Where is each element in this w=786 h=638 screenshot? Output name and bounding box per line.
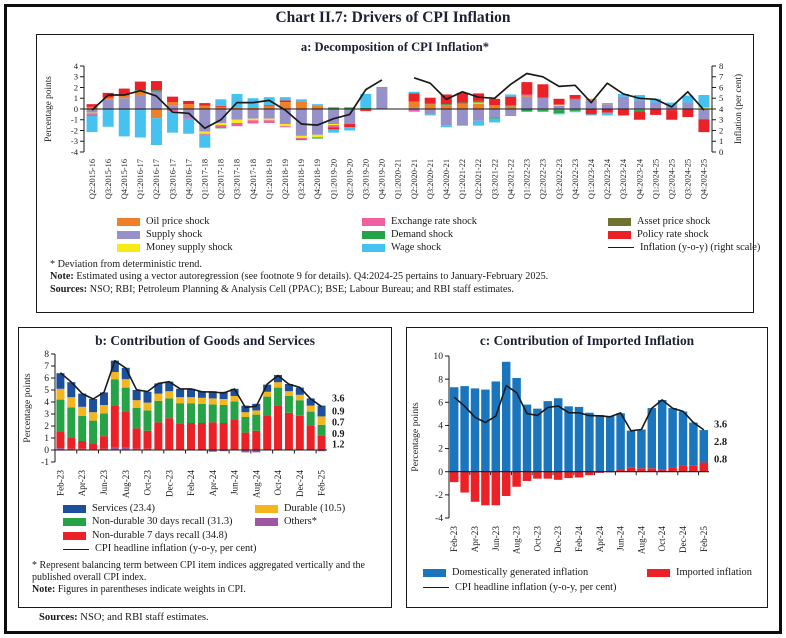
svg-text:0: 0 (73, 103, 78, 114)
footnote-line: * Deviation from deterministic trend. (50, 259, 202, 270)
panel-a-footnotes (37, 259, 753, 296)
svg-text:Q2:2018-19: Q2:2018-19 (281, 158, 291, 200)
footnote-line: Note: Estimated using a vector autoregression (see footnote 9 for details). Q4:2024-25 pertains to January-February 2025. (50, 271, 549, 283)
svg-text:Q3:2015-16: Q3:2015-16 (103, 159, 113, 200)
svg-text:Q3:2024-25: Q3:2024-25 (683, 159, 693, 200)
svg-text:Q4:2016-17: Q4:2016-17 (184, 159, 194, 200)
color-swatch (63, 518, 86, 526)
end-label: 1.2 (332, 439, 345, 451)
svg-text:Q4:2015-16: Q4:2015-16 (119, 159, 129, 200)
legend-item-others (255, 516, 391, 530)
svg-text:Q2:2020-21: Q2:2020-21 (409, 159, 419, 200)
panel-decomposition (36, 34, 761, 313)
footnote-line: Sources: NSO; RBI; Petroleum Planning & Analysis Cell (PPAC); BSE; Labour Bureau; and RBI staff estimates. (50, 283, 514, 295)
color-swatch (362, 244, 385, 252)
svg-text:Feb-25: Feb-25 (698, 526, 709, 553)
svg-text:Percentage points: Percentage points (410, 402, 421, 472)
legend-label: Others* (284, 516, 317, 528)
svg-text:Q1:2019-20: Q1:2019-20 (329, 159, 339, 200)
svg-text:-2: -2 (70, 125, 78, 136)
svg-text:1: 1 (73, 93, 78, 104)
color-swatch (117, 218, 140, 226)
svg-text:Inflation (per cent): Inflation (per cent) (734, 73, 744, 145)
svg-text:Aug-23: Aug-23 (120, 470, 131, 499)
svg-text:Q1:2022-23: Q1:2022-23 (522, 159, 532, 200)
end-label: 0.9 (332, 406, 345, 418)
svg-text:4: 4 (719, 103, 724, 114)
legend-item-services-23-4 (63, 502, 255, 516)
svg-text:Q1:2024-25: Q1:2024-25 (651, 159, 661, 200)
legend-item-exchange-rate-shock (362, 215, 608, 228)
end-label: 3.6 (714, 419, 728, 431)
svg-text:Apr-23: Apr-23 (470, 526, 481, 553)
legend-item-demand-shock (362, 228, 608, 241)
chart-c (410, 351, 727, 554)
line-swatch (608, 247, 634, 248)
svg-text:Aug-24: Aug-24 (251, 470, 262, 499)
svg-text:Oct-23: Oct-23 (142, 470, 153, 496)
svg-text:Feb-24: Feb-24 (186, 470, 197, 497)
svg-text:7: 7 (719, 71, 724, 82)
chart-b (22, 350, 345, 498)
end-label: 0.9 (332, 429, 345, 441)
end-label: 0.7 (332, 417, 345, 429)
legend-item-non-durable-30-days-recall-31-3 (63, 516, 255, 530)
legend-item-inflation-y-o-y-right-scale (608, 241, 760, 254)
svg-text:-4: -4 (435, 513, 443, 525)
svg-text:Q3:2020-21: Q3:2020-21 (425, 159, 435, 200)
line-swatch (63, 549, 89, 550)
svg-text:Percentage points: Percentage points (22, 373, 33, 443)
svg-text:Dec-23: Dec-23 (164, 470, 175, 498)
legend-item-domestically-generated-inflation (423, 566, 647, 581)
svg-text:Aug-24: Aug-24 (636, 526, 647, 555)
svg-text:Dec-24: Dec-24 (294, 470, 305, 498)
color-swatch (255, 505, 278, 513)
svg-text:Q2:2015-16: Q2:2015-16 (87, 159, 97, 200)
svg-text:Apr-24: Apr-24 (207, 470, 218, 497)
svg-text:Oct-24: Oct-24 (657, 526, 668, 552)
color-swatch (255, 518, 278, 526)
svg-text:Q4:2023-24: Q4:2023-24 (635, 159, 645, 200)
color-swatch (117, 244, 140, 252)
legend-label: Non-durable 30 days recall (31.3) (92, 516, 233, 528)
bars (87, 81, 710, 148)
bars (56, 361, 325, 453)
panel-c-legend (407, 566, 767, 595)
footnote-line: Sources: NSO; and RBI staff estimates. (39, 612, 209, 623)
svg-text:3: 3 (44, 409, 49, 421)
footnote-line: * Represent balancing term between CPI item indices aggregated vertically and the published overall CPI index. (32, 560, 365, 583)
svg-text:-1: -1 (70, 114, 78, 125)
svg-text:Q3:2016-17: Q3:2016-17 (168, 159, 178, 200)
svg-text:-1: -1 (41, 457, 49, 469)
svg-text:Q3:2019-20: Q3:2019-20 (361, 159, 371, 200)
legend-label: Wage shock (391, 241, 442, 253)
panel-goods-services (18, 327, 392, 608)
legend-label: Inflation (y-o-y) (right scale) (640, 241, 761, 253)
panel-a-title: a: Decomposition of CPI Inflation* (300, 40, 490, 54)
svg-text:Q4:2017-18: Q4:2017-18 (248, 159, 258, 200)
svg-text:6: 6 (44, 373, 49, 385)
legend-label: Imported inflation (676, 567, 752, 579)
line-swatch (423, 587, 449, 588)
svg-text:8: 8 (438, 374, 443, 386)
legend-item-money-supply-shock (117, 241, 362, 254)
panel-imported-inflation (406, 327, 768, 608)
svg-text:4: 4 (438, 420, 443, 432)
svg-text:-2: -2 (435, 490, 443, 502)
svg-text:Q4:2019-20: Q4:2019-20 (377, 159, 387, 200)
legend-item-imported-inflation (647, 566, 767, 581)
svg-text:Q1:2016-17: Q1:2016-17 (136, 159, 146, 200)
svg-text:4: 4 (44, 397, 49, 409)
svg-text:6: 6 (438, 397, 443, 409)
svg-text:Q2:2019-20: Q2:2019-20 (345, 159, 355, 200)
legend-item-supply-shock (117, 228, 362, 241)
svg-text:-3: -3 (70, 136, 78, 147)
svg-text:Q3:2022-23: Q3:2022-23 (554, 159, 564, 200)
svg-text:Q2:2017-18: Q2:2017-18 (216, 159, 226, 200)
svg-text:Dec-23: Dec-23 (553, 526, 564, 554)
svg-text:Feb-23: Feb-23 (55, 470, 66, 497)
svg-text:2: 2 (719, 125, 724, 136)
svg-text:0: 0 (719, 146, 724, 157)
chart-c-svg (409, 350, 769, 560)
svg-text:Jun-23: Jun-23 (490, 526, 501, 552)
legend-label: Oil price shock (146, 215, 210, 227)
svg-text:Q2:2023-24: Q2:2023-24 (603, 159, 613, 200)
end-label: 0.8 (714, 454, 728, 466)
svg-text:Q2:2024-25: Q2:2024-25 (667, 159, 677, 200)
svg-text:3: 3 (719, 114, 724, 125)
legend-item-asset-price-shock (608, 215, 760, 228)
svg-text:Feb-25: Feb-25 (316, 470, 327, 497)
legend-label: Services (23.4) (92, 502, 155, 514)
color-swatch (362, 218, 385, 226)
svg-text:4: 4 (73, 60, 78, 71)
svg-text:Q1:2020-21: Q1:2020-21 (393, 159, 403, 200)
svg-text:-4: -4 (70, 146, 78, 157)
legend-label: Exchange rate shock (391, 215, 477, 227)
svg-text:1: 1 (719, 136, 724, 147)
svg-text:Q4:2021-22: Q4:2021-22 (506, 159, 516, 200)
panel-b-legend (19, 502, 391, 556)
svg-text:7: 7 (44, 361, 49, 373)
svg-text:Q1:2017-18: Q1:2017-18 (200, 159, 210, 200)
svg-text:Feb-23: Feb-23 (449, 526, 460, 553)
color-swatch (647, 569, 670, 577)
svg-text:Apr-24: Apr-24 (594, 526, 605, 553)
legend-label: Policy rate shock (637, 228, 709, 240)
color-swatch (608, 231, 631, 239)
end-label: 3.6 (332, 393, 345, 405)
svg-text:1: 1 (44, 433, 49, 445)
panel-a-legend (37, 215, 761, 254)
svg-text:Q1:2023-24: Q1:2023-24 (586, 159, 596, 200)
svg-text:Q3:2017-18: Q3:2017-18 (232, 159, 242, 200)
legend-label: Non-durable 7 days recall (34.8) (92, 529, 228, 541)
panel-b-title: b: Contribution of Goods and Services (95, 333, 315, 348)
svg-text:Jun-24: Jun-24 (615, 526, 626, 552)
svg-text:5: 5 (44, 385, 49, 397)
svg-text:Feb-24: Feb-24 (574, 526, 585, 553)
svg-text:Jun-24: Jun-24 (229, 470, 240, 496)
svg-text:0: 0 (438, 466, 443, 478)
color-swatch (63, 505, 86, 513)
svg-text:Q4:2024-25: Q4:2024-25 (699, 159, 709, 200)
svg-text:Oct-24: Oct-24 (273, 470, 284, 496)
legend-item-cpi-headline-inflation-y-o-y-per (63, 543, 255, 557)
svg-text:Dec-24: Dec-24 (678, 526, 689, 554)
svg-text:Q4:2018-19: Q4:2018-19 (313, 159, 323, 200)
color-swatch (362, 231, 385, 239)
legend-label: Asset price shock (637, 215, 711, 227)
bottom-source (26, 612, 222, 625)
svg-text:Q2:2021-22: Q2:2021-22 (474, 159, 484, 200)
legend-label: Demand shock (391, 228, 454, 240)
color-swatch (117, 231, 140, 239)
panel-c-title: c: Contribution of Imported Inflation (479, 333, 695, 348)
legend-item-oil-price-shock (117, 215, 362, 228)
chart-a (44, 61, 744, 199)
svg-text:Q2:2022-23: Q2:2022-23 (538, 159, 548, 200)
chart-a-svg (40, 56, 750, 212)
color-swatch (423, 569, 446, 577)
legend-label: Money supply shock (146, 241, 233, 253)
legend-item-durable-10-5 (255, 502, 391, 516)
svg-text:Aug-23: Aug-23 (511, 526, 522, 555)
svg-text:Percentage points: Percentage points (44, 76, 54, 142)
svg-text:Q4:2022-23: Q4:2022-23 (570, 159, 580, 200)
svg-text:2: 2 (438, 443, 443, 455)
page-title: Chart II.7: Drivers of CPI Inflation (275, 9, 511, 26)
footnote-line: Note: Figures in parentheses indicate weights in CPI. (32, 584, 246, 595)
svg-text:Q2:2016-17: Q2:2016-17 (152, 159, 162, 200)
svg-text:8: 8 (44, 350, 49, 361)
svg-text:Oct-23: Oct-23 (532, 526, 543, 552)
svg-text:Q3:2021-22: Q3:2021-22 (490, 159, 500, 200)
svg-text:5: 5 (719, 93, 724, 104)
legend-item-non-durable-7-days-recall-34-8 (63, 529, 255, 543)
panel-b-footnotes (19, 560, 391, 596)
svg-text:2: 2 (73, 82, 78, 93)
color-swatch (63, 532, 86, 540)
legend-item-policy-rate-shock (608, 228, 760, 241)
legend-item-wage-shock (362, 241, 608, 254)
svg-text:Apr-23: Apr-23 (77, 470, 88, 497)
svg-text:Q1:2021-22: Q1:2021-22 (458, 159, 468, 200)
chart-b-svg (21, 350, 389, 500)
end-label: 2.8 (714, 437, 728, 449)
legend-label: Supply shock (146, 228, 203, 240)
svg-text:8: 8 (719, 60, 724, 71)
svg-text:Q3:2018-19: Q3:2018-19 (297, 159, 307, 200)
legend-label: Domestically generated inflation (452, 567, 589, 579)
svg-text:Q4:2020-21: Q4:2020-21 (442, 159, 452, 200)
svg-text:10: 10 (433, 351, 443, 363)
svg-text:3: 3 (73, 71, 78, 82)
svg-text:6: 6 (719, 82, 724, 93)
svg-text:2: 2 (44, 421, 49, 433)
legend-label: Durable (10.5) (284, 502, 346, 514)
svg-text:Q3:2023-24: Q3:2023-24 (619, 159, 629, 200)
color-swatch (608, 218, 631, 226)
svg-text:Jun-23: Jun-23 (98, 470, 109, 496)
legend-item-cpi-headline-inflation-y-o-y-per (423, 581, 647, 596)
bars (450, 362, 708, 505)
legend-label: CPI headline inflation (y-o-y, per cent) (455, 581, 617, 593)
svg-text:0: 0 (44, 445, 49, 457)
svg-text:Q1:2018-19: Q1:2018-19 (264, 159, 274, 200)
legend-label: CPI headline inflation (y-o-y, per cent) (95, 543, 257, 555)
